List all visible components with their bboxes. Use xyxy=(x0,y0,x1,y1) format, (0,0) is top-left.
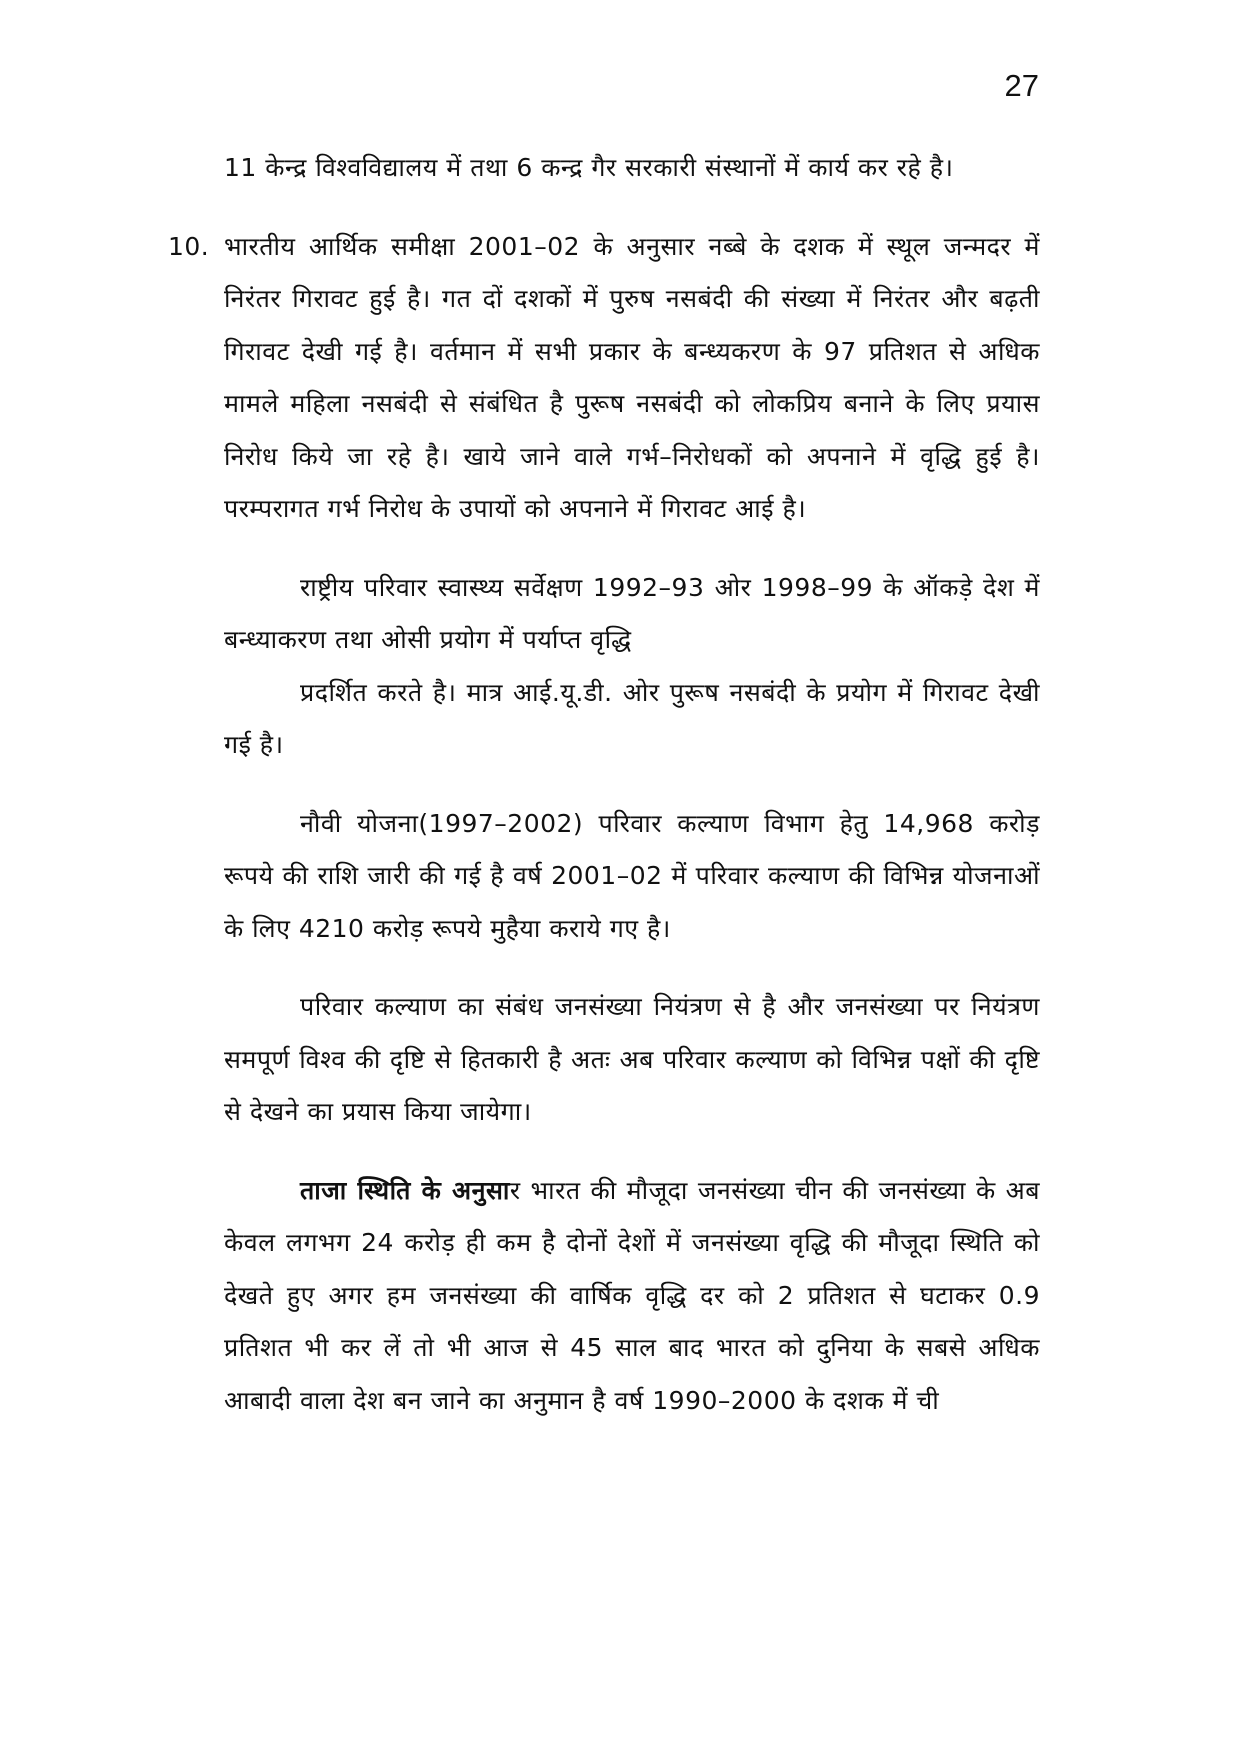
paragraph-family-welfare: परिवार कल्याण का संबंध जनसंख्या नियंत्रण से है और जनसंख्या पर नियंत्रण समपूर्ण विश्व की दृष्टि से हितकारी है अतः अब परिवार कल्याण को विभिन्न पक्षों की दृष्टि से देखने का प्रयास किया जायेगा। xyxy=(224,992,1040,1126)
paragraph-current-status xyxy=(224,1165,1040,1428)
paragraph-1: 11 केन्द्र विश्वविद्यालय में तथा 6 कन्द्र गैर सरकारी संस्थानों में कार्य कर रहे है। xyxy=(224,153,954,182)
current-status-text: र भारत की मौजूदा जनसंख्या चीन की जनसंख्या के अब केवल लगभग 24 करोड़ ही कम है दोनों देशों में जनसंख्या वृद्धि की मौजूदा स्थिति को देखते हुए अगर हम जनसंख्या की वार्षिक वृद्धि दर को 2 प्रतिशत से घटाकर 0.9 प्रतिशत भी कर लें तो भी आज से 45 साल बाद भारत को दुनिया के सबसे अधिक आबादी वाला देश बन जाने का अनुमान है वर्ष 1990–2000 के दशक में ची xyxy=(224,1175,1040,1415)
paragraph-ninth-plan: नौवी योजना(1997–2002) परिवार कल्याण विभाग हेतु 14,968 करोड़ रूपये की राशि जारी की गई है वर्ष 2001–02 में परिवार कल्याण की विभिन्न योजनाओं के लिए 4210 करोड़ रूपये मुहैया कराये गए है। xyxy=(224,808,1040,943)
page-number: 27 xyxy=(1004,68,1039,103)
paragraph-survey-continued: प्रदर्शित करते है। मात्र आई.यू.डी. ओर पुरूष नसबंदी के प्रयोग में गिरावट देखी गई है। xyxy=(224,677,1040,759)
document-body xyxy=(168,142,1040,1427)
list-number: 10. xyxy=(168,231,210,261)
paragraph-survey: राष्ट्रीय परिवार स्वास्थ्य सर्वेक्षण 1992–93 ओर 1998–99 के ऑकड़े देश में बन्ध्याकरण तथा ओसी प्रयोग में पर्याप्त वृद्धि xyxy=(224,572,1040,654)
current-status-heading: ताजा स्थिति के अनुसा xyxy=(300,1175,510,1205)
paragraph-10 xyxy=(168,221,1040,536)
paragraph-10-text: भारतीय आर्थिक समीक्षा 2001–02 के अनुसार नब्बे के दशक में स्थूल जन्मदर में निरंतर गिरावट हुई है। गत दों दशकों में पुरुष नसबंदी की संख्या में निरंतर और बढ़ती गिरावट देखी गई है। वर्तमान में सभी प्रकार के बन्ध्यकरण के 97 प्रतिशत से अधिक मामले महिला नसबंदी से संबंधित है पुरूष नसबंदी को लोकप्रिय बनाने के लिए प्रयास निरोध किये जा रहे है। खाये जाने वाले गर्भ–निरोधकों को अपनाने में वृद्धि हुई है। परम्परागत गर्भ निरोध के उपायों को अपनाने में गिरावट आई है। xyxy=(224,231,1040,523)
